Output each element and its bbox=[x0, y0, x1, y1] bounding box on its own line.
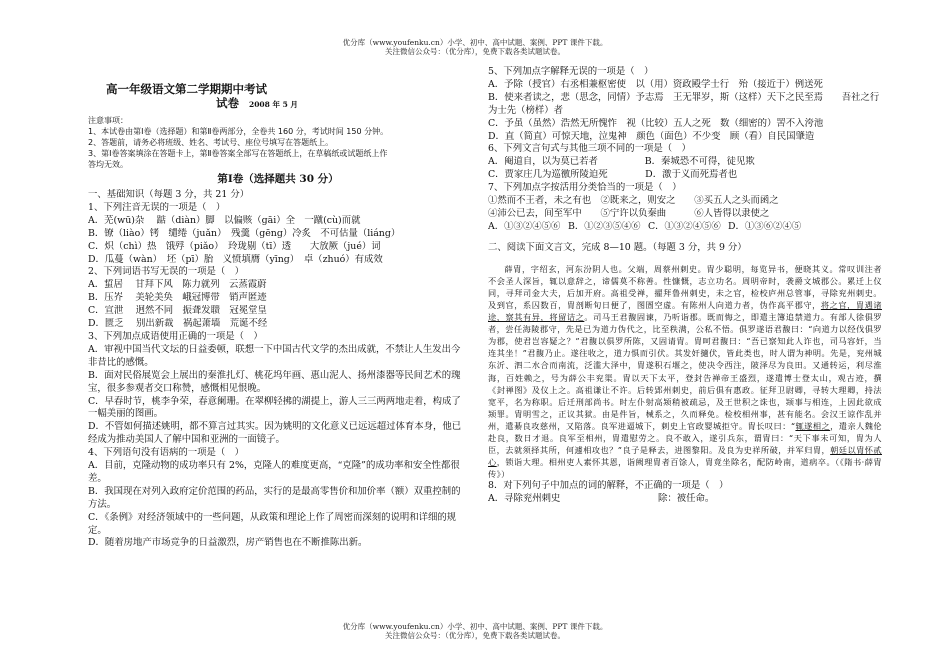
footer-line-2: 关注微信公众号：（优分库），免费下载各类试题试卷。 bbox=[385, 631, 565, 640]
q7-option-a: A．①③②④⑤⑥ bbox=[488, 220, 561, 232]
q4-stem: 4、下列语句没有语病的一项是（ ） bbox=[88, 447, 244, 459]
q1-stem: 1、下列注音无误的一项是（ ） bbox=[88, 201, 226, 213]
left-column bbox=[88, 82, 468, 550]
q3-stem: 3、下列加点成语使用正确的一项是（ ） bbox=[88, 330, 263, 342]
q5-option-c: C．予虽（虽然）浩然无所愧怍 视（比较）五人之死 数（细密的）罟不入洿池 bbox=[488, 117, 824, 129]
q1-option-a: A．芜(wū)杂 踮（diàn）脚 以偏赅（gāi）全 一蹴(cù)而就 bbox=[88, 214, 361, 226]
q6-stem: 6、下列文言句式与其他三项不同的一项是（ ） bbox=[488, 143, 691, 155]
passage-text-2: 。司马王君馥固谏，乃听诣郡。既而悔之，即遣主簿追禁道力。有部人徐俱罗者，尝任海陵郡守，先是已为道力伪代之，比至秩满，公私不悟。俱罗遂语君馥曰：“向道力以经伐俱罗为郡，使君岂容疑之？”君馥以俱罗所陈，又固请胄。胄呵君馥曰：“吾已察知此人诈也，司马容奸，当连其坐！”君馥乃止。遂往收之，道力惧而引伏。其发奸擿伏，皆此类也，时人谓为神明。先是，兖州城东沂、泗二水合而南流，泛滥大泽中，胄遂积石堰之，使决令西注，陂泽尽为良田。又通转运，利尽淮海，百姓赖之，号为薛公丰兖渠。胄以天下太平，登封告禅帝王盛烈，遂遣博士登太山，观古迹，撰《封禅图》及仪上之。高祖谦让不许。后转郢州刺史，前后俱有惠政。征拜卫尉卿，寻转大理卿，持法宽平，名为称职。后迁刑部尚书。时左仆射高颎稍被疏忌，及王世积之诛也，颎事与相连，上因此欲成颎罪。胄明雪之，正议其狱。由是件旨，械系之，久而释免。检校相州事，甚有能名。会汉王谅作乱并州，遣綦良攻慈州，又陷落。良军进逼城下，刺史上官政婴城拒守。胄长叹曰：“ bbox=[488, 312, 882, 431]
notes-title: 注意事项： bbox=[88, 116, 128, 125]
q2-option-a: A．蜇居 甘拜下风 陈力就列 云蒸霞蔚 bbox=[88, 279, 267, 291]
passage-underlined-1: 将之官，胄遇诸途，察其有异，将留诘之 bbox=[488, 299, 882, 323]
q2-option-d: D．匮乏 别出新裁 祸起萧墙 荒诞不经 bbox=[88, 318, 268, 330]
q6-options-cd: C．贾家庄几为巡徼所陵迫死 D．激于义而死焉者也 bbox=[488, 169, 738, 181]
q7-items-row2: ④沛公已去，间至军中 ⑤宁许以负秦曲 ⑥人皆得以隶使之 bbox=[488, 207, 770, 219]
q7-option-d: D．①③⑥②④⑤ bbox=[728, 220, 802, 232]
header-line-1: 优分库（www.youfenku.cn）小学、初中、高中试题、案例、PPT 课件下载。 bbox=[342, 38, 608, 47]
q5-option-b: B．使来者读之，悲（思念，同情）予志焉 王无罪岁，斯（这样）天下之民至焉 吾社之行为士先（榜样）者 bbox=[488, 91, 880, 116]
q3-option-c: C．早春时节，桃李争荣，春意阑珊。在翠柳轻拂的湖提上，游人三三两两地走着，构成了一幅美丽的图画。 bbox=[88, 395, 461, 420]
q7-items-row1: ①然而不王者，未之有也 ②既来之，则安之 ③买五人之头而函之 bbox=[488, 195, 779, 207]
page-header bbox=[0, 38, 950, 56]
q6-options-ab: A．阉道自，以为莫已若者 B．秦城恐不可得，徒见欺 bbox=[488, 156, 755, 168]
header-line-2: 关注微信公众号：（优分库），免费下载各类试题试卷。 bbox=[385, 47, 565, 56]
q2-stem: 2、下列词语书写无误的一项是（ ） bbox=[88, 266, 244, 278]
passage-text-3: ，遣亲人魏伦赴良，数日才退。良军至相州，胄遣慰劳之。良不敢入，遂引兵东，谓胄曰：“天下事未可知，胄为人臣，去就须择其所，何遽相攻也？”良子是释去，进图黎阳。及良为史祥所破，并军归胄， bbox=[488, 420, 882, 456]
part2-heading: 二、阅读下面文言文，完成 8—10 题。（每题 3 分，共 9 分） bbox=[488, 241, 747, 253]
q8-option-a-gloss: 除：被任命。 bbox=[658, 493, 715, 505]
passage-underlined-2: 辄遂相之 bbox=[795, 420, 831, 431]
q1-option-b: B．镣（liào）铐 缱绻（juǎn） 残羹（gēng）冷炙 不可估量（liáng） bbox=[88, 227, 401, 239]
q7-options bbox=[488, 221, 882, 234]
passage-underlined-3: 朝廷以胄怀贰心 bbox=[488, 445, 882, 468]
q3-option-d: D．不管如何描述姚明，都不算言过其实。因为姚明的文化意义已远远超过体育本身，他已经成为推动美国人了解中国和亚洲的一面镜子。 bbox=[88, 421, 462, 446]
page-footer bbox=[0, 622, 950, 640]
note-4: 答均无效。 bbox=[88, 160, 128, 169]
right-column bbox=[488, 66, 882, 506]
q4-option-a: A．目前，克隆动物的成功率只有 2%，克隆人的难度更高，“克隆”的成功率和安全性都很差。 bbox=[88, 460, 460, 484]
q7-option-b: B．①②③⑤④⑥ bbox=[568, 220, 641, 232]
q3-option-a: A．审视中国当代文坛的日益委顿，联想一下中国古代文学的杰出成就，不禁让人生发出今非昔比的感慨。 bbox=[88, 343, 461, 368]
q4-option-b: B．我国现在对列入政府定价范围的药品，实行的是最高零售价和加价率（额）双重控制的方法。 bbox=[88, 485, 461, 510]
note-3: 3、第Ⅰ卷答案填涂在答题卡上，第Ⅱ卷答案全部写在答题纸上，在草稿纸或试题纸上作 bbox=[88, 149, 388, 158]
q4-option-d: D．随着房地产市场竞争的日益激烈，房产销售也在不断推陈出新。 bbox=[88, 537, 368, 549]
note-2: 2、答题前，请务必将班级、姓名、考试号、座位号填写在答题纸上。 bbox=[88, 138, 334, 147]
q2-option-b: B．压岕 美轮美奂 峨冠博带 销声匿迹 bbox=[88, 292, 267, 304]
section1-title: 第Ⅰ卷（选择题共 30 分） bbox=[217, 173, 339, 185]
q5-option-a: A．予除（授官）右丞相兼枢密使 以（用）资政殿学士行 殆（接近于）例送死 bbox=[488, 78, 823, 90]
exam-title bbox=[88, 82, 468, 96]
exam-notes bbox=[88, 115, 468, 170]
q8-option-a bbox=[488, 493, 882, 506]
part1-heading: 一、基础知识（每题 3 分，共 21 分） bbox=[88, 189, 250, 200]
classical-passage bbox=[488, 263, 882, 481]
exam-title-line2: 试卷 bbox=[216, 96, 239, 110]
q8-option-a-sentence: A．寻除兖州刺史 bbox=[488, 493, 561, 505]
q1-option-c: C．炽（chì）热 饿殍（piǎo） 玲珑剔（tī）透 大放厥（jué）词 bbox=[88, 240, 381, 252]
q4-option-c: C．《条例》对经济领域中的一些问题，从政策和理论上作了周密而深刻的说明和详细的规定。 bbox=[88, 511, 457, 536]
exam-title-row2 bbox=[88, 96, 468, 112]
q7-stem: 7、下列加点字按活用分类恰当的一项是（ ） bbox=[488, 182, 682, 194]
q3-option-b: B．面对民俗展览会上展出的秦淮扎灯、桃花坞年画、惠山泥人、扬州漆器等民间艺术的瑰宝，很多参观者交口称赞，感慨相见恨晚。 bbox=[88, 369, 461, 394]
q2-option-c: C．宣泄 迥然不同 振聋发聩 冠冕堂皇 bbox=[88, 305, 267, 317]
q5-stem: 5、下列加点字解释无误的一项是（ ） bbox=[488, 66, 654, 77]
q1-option-d: D．瓜蔓（wàn） 坯（pī）胎 义愤填膺（yīng） 卓（zhuó）有成效 bbox=[88, 253, 383, 265]
q5-option-d: D．直（简直）可惊天地，泣鬼神 颜色（面色）不少变 顾（看）自民国肇造 bbox=[488, 130, 815, 142]
q8-stem: 8．对下列句子中加点的词的解释，不正确的一项是（ ） bbox=[488, 480, 729, 492]
passage-text-4: ，锁诣大理。相州吏人素怀其恩，诣阙理胄者百馀人，胄竟坐除名，配防岭南，道病卒。（《隋书·薛胄传》） bbox=[488, 457, 882, 480]
q7-option-c: C．①③②④⑤⑥ bbox=[648, 220, 721, 232]
note-1: 1、本试卷由第Ⅰ卷（选择题）和第Ⅱ卷两部分，全卷共 160 分，考试时间 150 分钟。 bbox=[88, 127, 389, 136]
exam-title-line1: 高一年级语文第二学期期中考试 bbox=[106, 82, 267, 96]
exam-date: 2008 年 5 月 bbox=[249, 100, 298, 109]
footer-line-1: 优分库（www.youfenku.cn）小学、初中、高中试题、案例、PPT 课件下载。 bbox=[342, 622, 608, 631]
passage-text-1: 薛胄，字绍玄，河东汾阴人也。父端，周蔡州刺史。胄少聪明，每览异书，便晓其义。常叹训注者不会圣人深旨，辄以意辞之，谛儒莫不称善。性慷慨，志立功名。周明帝时，袭爵文城郡公。累迁上仪同，寻拜司金大夫，后加开府。高祖受禅，擢拜鲁州刺史，未之官，检校庐州总管事，寻除兖州刺史。及到官，系囚数百，胄剖断旬日便了，图圄空虚。有陈州人向道力者，伪作高平郡守， bbox=[488, 263, 882, 310]
